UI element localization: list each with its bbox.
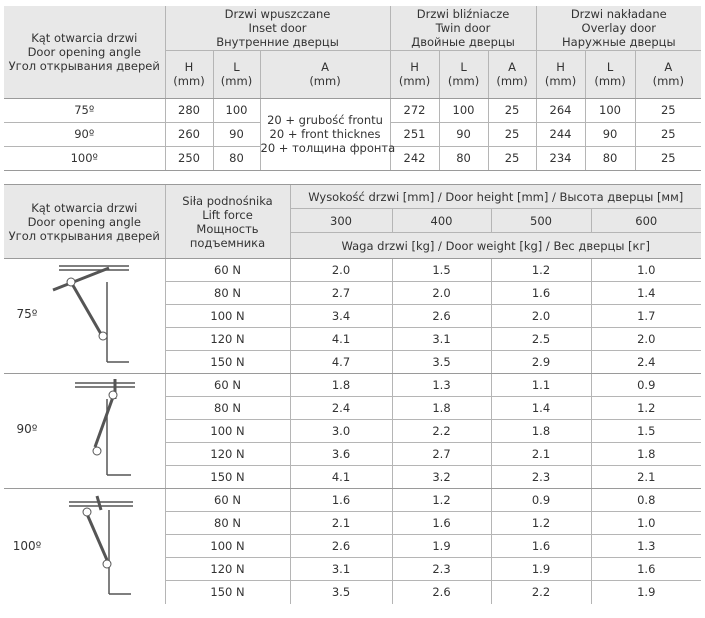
door-height-header: Wysokość drzwi [mm] / Door height [mm] / Высота дверцы [мм] <box>290 185 701 209</box>
value-cell: 3.1 <box>290 558 392 581</box>
value-cell: 3.2 <box>392 466 491 489</box>
col-header-l: L (mm) <box>585 50 635 98</box>
col-header-l: L (mm) <box>213 50 260 98</box>
col-header-h: H (mm) <box>165 50 213 98</box>
value-cell: 1.6 <box>491 282 591 305</box>
angle-cell: 90º <box>4 122 165 146</box>
value-cell: 1.2 <box>491 512 591 535</box>
value-cell: 80 <box>213 146 260 170</box>
value-cell: 1.4 <box>591 282 701 305</box>
value-cell: 2.6 <box>392 581 491 604</box>
value-cell: 264 <box>536 98 585 122</box>
lift-mechanism-100-icon <box>9 490 159 602</box>
value-cell: 1.5 <box>591 420 701 443</box>
force-cell: 150 N <box>165 466 290 489</box>
value-cell: 2.2 <box>392 420 491 443</box>
value-cell: 234 <box>536 146 585 170</box>
value-cell: 25 <box>635 122 701 146</box>
force-cell: 80 N <box>165 282 290 305</box>
value-cell: 3.4 <box>290 305 392 328</box>
table-row <box>4 489 701 512</box>
angle-label: 100º <box>12 539 42 554</box>
value-cell: 2.7 <box>392 443 491 466</box>
value-cell: 90 <box>585 122 635 146</box>
value-cell: 2.0 <box>491 305 591 328</box>
value-cell: 260 <box>165 122 213 146</box>
col-header-a: A (mm) <box>635 50 701 98</box>
angle-label: 90º <box>16 422 38 436</box>
value-cell: 1.0 <box>591 512 701 535</box>
force-cell: 60 N <box>165 489 290 512</box>
table-row <box>4 259 701 282</box>
value-cell: 1.3 <box>392 374 491 397</box>
value-cell: 244 <box>536 122 585 146</box>
value-cell: 3.5 <box>290 581 392 604</box>
value-cell: 1.6 <box>392 512 491 535</box>
value-cell: 1.3 <box>591 535 701 558</box>
value-cell: 272 <box>390 98 439 122</box>
value-cell: 0.8 <box>591 489 701 512</box>
inset-a-note: 20 + grubość frontu 20 + front thicknes 20 + толщина фронта <box>260 98 390 170</box>
value-cell: 25 <box>488 98 536 122</box>
value-cell: 25 <box>635 146 701 170</box>
force-cell: 150 N <box>165 351 290 374</box>
value-cell: 2.1 <box>290 512 392 535</box>
value-cell: 1.2 <box>591 397 701 420</box>
value-cell: 1.6 <box>290 489 392 512</box>
value-cell: 0.9 <box>491 489 591 512</box>
value-cell: 90 <box>439 122 488 146</box>
angle-100-group <box>4 489 165 604</box>
twin-door-header: Drzwi bliźniacze Twin door Двойные дверцы <box>390 6 536 50</box>
angle-cell: 100º <box>4 146 165 170</box>
height-value: 300 <box>290 209 392 233</box>
angle-cell: 75º <box>4 98 165 122</box>
value-cell: 3.1 <box>392 328 491 351</box>
value-cell: 1.2 <box>392 489 491 512</box>
force-cell: 150 N <box>165 581 290 604</box>
value-cell: 2.3 <box>392 558 491 581</box>
value-cell: 1.2 <box>491 259 591 282</box>
height-value: 500 <box>491 209 591 233</box>
force-cell: 100 N <box>165 305 290 328</box>
value-cell: 2.4 <box>290 397 392 420</box>
value-cell: 2.5 <box>491 328 591 351</box>
value-cell: 2.1 <box>491 443 591 466</box>
value-cell: 1.0 <box>591 259 701 282</box>
col-header-a: A (mm) <box>488 50 536 98</box>
value-cell: 2.3 <box>491 466 591 489</box>
force-cell: 80 N <box>165 512 290 535</box>
value-cell: 90 <box>213 122 260 146</box>
value-cell: 100 <box>585 98 635 122</box>
door-weight-header: Waga drzwi [kg] / Door weight [kg] / Вес дверцы [кг] <box>290 233 701 259</box>
angle-label: 75º <box>16 307 38 321</box>
force-cell: 120 N <box>165 328 290 351</box>
value-cell: 25 <box>635 98 701 122</box>
table-row <box>4 374 701 397</box>
force-cell: 120 N <box>165 443 290 466</box>
angle-header: Kąt otwarcia drzwi Door opening angle Угол открывания дверей <box>4 185 165 259</box>
value-cell: 2.0 <box>392 282 491 305</box>
value-cell: 3.5 <box>392 351 491 374</box>
value-cell: 25 <box>488 146 536 170</box>
height-value: 600 <box>591 209 701 233</box>
value-cell: 1.7 <box>591 305 701 328</box>
value-cell: 2.9 <box>491 351 591 374</box>
value-cell: 1.6 <box>491 535 591 558</box>
value-cell: 1.4 <box>491 397 591 420</box>
value-cell: 2.1 <box>591 466 701 489</box>
value-cell: 1.8 <box>290 374 392 397</box>
force-cell: 60 N <box>165 374 290 397</box>
value-cell: 242 <box>390 146 439 170</box>
lift-mechanism-75-icon <box>9 260 159 372</box>
value-cell: 280 <box>165 98 213 122</box>
force-cell: 100 N <box>165 420 290 443</box>
value-cell: 1.8 <box>591 443 701 466</box>
overlay-door-header: Drzwi nakładane Overlay door Наружные дверцы <box>536 6 701 50</box>
lift-mechanism-90-icon <box>9 375 159 487</box>
value-cell: 1.9 <box>591 581 701 604</box>
value-cell: 3.6 <box>290 443 392 466</box>
value-cell: 250 <box>165 146 213 170</box>
value-cell: 1.1 <box>491 374 591 397</box>
value-cell: 1.9 <box>491 558 591 581</box>
value-cell: 4.1 <box>290 466 392 489</box>
value-cell: 80 <box>585 146 635 170</box>
value-cell: 25 <box>488 122 536 146</box>
value-cell: 1.5 <box>392 259 491 282</box>
value-cell: 3.0 <box>290 420 392 443</box>
col-header-h: H (mm) <box>390 50 439 98</box>
value-cell: 2.7 <box>290 282 392 305</box>
force-cell: 120 N <box>165 558 290 581</box>
col-header-a: A (mm) <box>260 50 390 98</box>
value-cell: 1.8 <box>491 420 591 443</box>
value-cell: 2.2 <box>491 581 591 604</box>
value-cell: 1.9 <box>392 535 491 558</box>
height-value: 400 <box>392 209 491 233</box>
inset-door-header: Drzwi wpuszczane Inset door Внутренние дверцы <box>165 6 390 50</box>
value-cell: 1.6 <box>591 558 701 581</box>
angle-75-group <box>4 259 165 374</box>
value-cell: 80 <box>439 146 488 170</box>
col-header-l: L (mm) <box>439 50 488 98</box>
dimensions-table <box>4 6 701 171</box>
force-cell: 100 N <box>165 535 290 558</box>
value-cell: 4.7 <box>290 351 392 374</box>
force-cell: 80 N <box>165 397 290 420</box>
value-cell: 100 <box>213 98 260 122</box>
value-cell: 2.6 <box>392 305 491 328</box>
value-cell: 2.0 <box>591 328 701 351</box>
value-cell: 1.8 <box>392 397 491 420</box>
value-cell: 2.4 <box>591 351 701 374</box>
angle-90-group <box>4 374 165 489</box>
value-cell: 0.9 <box>591 374 701 397</box>
force-cell: 60 N <box>165 259 290 282</box>
value-cell: 251 <box>390 122 439 146</box>
value-cell: 2.0 <box>290 259 392 282</box>
value-cell: 4.1 <box>290 328 392 351</box>
angle-header: Kąt otwarcia drzwi Door opening angle Угол открывания дверей <box>4 6 165 98</box>
table-row <box>4 98 701 122</box>
value-cell: 2.6 <box>290 535 392 558</box>
lift-force-header: Siła podnośnika Lift force Мощность подъемника <box>165 185 290 259</box>
value-cell: 100 <box>439 98 488 122</box>
col-header-h: H (mm) <box>536 50 585 98</box>
lift-force-table <box>4 184 701 604</box>
